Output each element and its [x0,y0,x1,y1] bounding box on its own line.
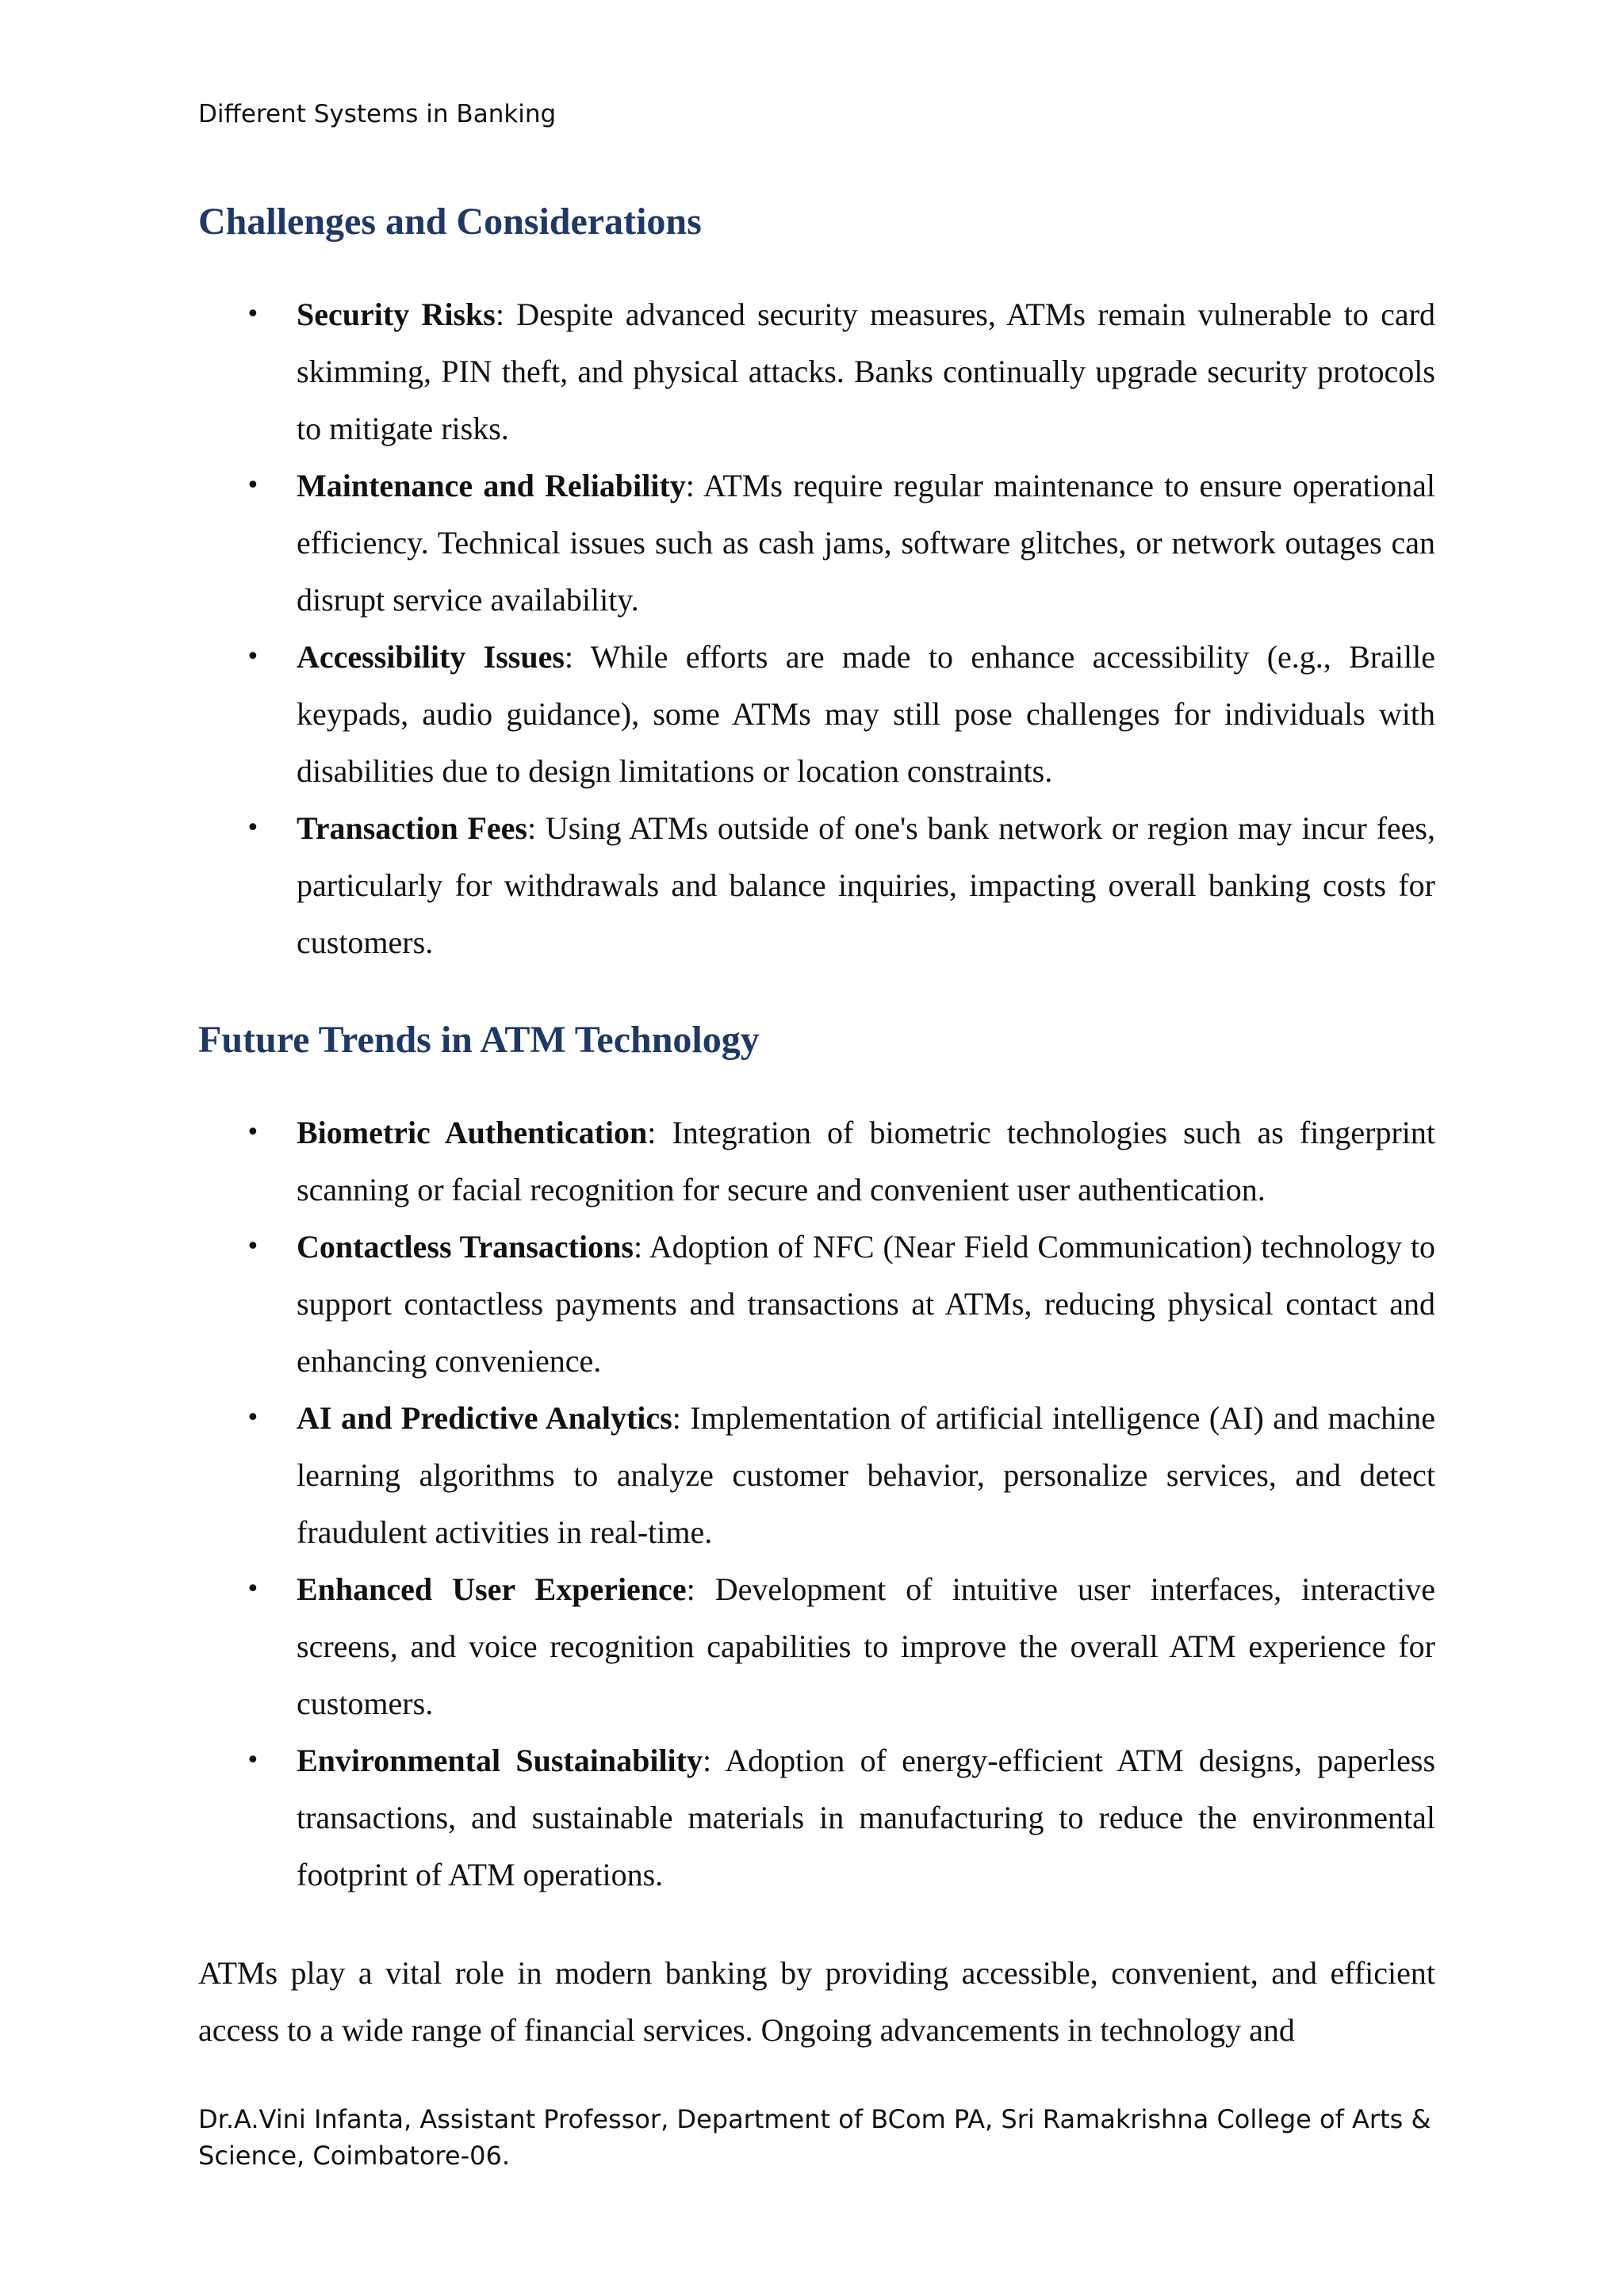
section-heading-challenges: Challenges and Considerations [198,201,702,243]
bullet-icon: • [246,1233,260,1261]
challenges-list [198,286,1435,971]
page-content [198,194,1435,2091]
item-term: Biometric Authentication [297,1115,648,1150]
bullet-icon: • [246,472,260,499]
item-text: : Adoption of energy-efficient ATM designs, paperless transactions, and sustainable materials in manufacturing to reduce the environmental footprint of ATM operations. [297,1743,1436,1892]
item-text: : Integration of biometric technologies such as fingerprint scanning or facial recognition for secure and convenient user authentication. [297,1115,1435,1207]
list-item [198,629,1435,800]
item-text: : While efforts are made to enhance accessibility (e.g., Braille keypads, audio guidance), some ATMs may still pose challenges for individuals with disabilities due to design limitations or location constraints. [297,639,1435,789]
footer-line-1: Dr.A.Vini Infanta, Assistant Professor, Department of BCom PA, Sri Ramakrishna College of Arts & [198,2104,1431,2134]
item-term: Contactless Transactions [297,1229,634,1265]
item-text: : Development of intuitive user interfaces, interactive screens, and voice recognition capabilities to improve the overall ATM experience for customers. [297,1571,1436,1721]
item-text: : Implementation of artificial intelligence (AI) and machine learning algorithms to analyze customer behavior, personalize services, and detect fraudulent activities in real-time. [297,1400,1435,1550]
item-term: Accessibility Issues [297,639,565,675]
item-term: Security Risks [297,297,496,332]
bullet-icon: • [246,1404,260,1432]
item-text: : Adoption of NFC (Near Field Communication) technology to support contactless payments and transactions at ATMs, reducing physical contact and enhancing convenience. [297,1229,1435,1379]
page-footer [198,2101,1435,2174]
item-text: : ATMs require regular maintenance to ensure operational efficiency. Technical issues such as cash jams, software glitches, or network outages can disrupt service availability. [297,468,1435,618]
list-item [198,457,1435,629]
list-item [198,1561,1435,1732]
closing-paragraph: ATMs play a vital role in modern banking by providing accessible, convenient, and efficient access to a wide range of financial services. Ongoing advancements in technology and [198,1955,1435,2048]
item-text: : Despite advanced security measures, ATMs remain vulnerable to card skimming, PIN theft, and physical attacks. Banks continually upgrade security protocols to mitigate risks. [297,297,1435,446]
item-term: AI and Predictive Analytics [297,1400,672,1436]
future-trends-list [198,1104,1435,1904]
item-term: Maintenance and Reliability [297,468,686,503]
list-item [198,800,1435,971]
list-item [198,1390,1435,1561]
bullet-icon: • [246,643,260,671]
footer-line-2: Science, Coimbatore-06. [198,2141,510,2171]
bullet-icon: • [246,1575,260,1603]
bullet-icon: • [246,300,260,328]
item-term: Environmental Sustainability [297,1743,703,1778]
list-item [198,1104,1435,1219]
item-term: Enhanced User Experience [297,1571,687,1607]
bullet-icon: • [246,814,260,842]
list-item [198,1219,1435,1390]
list-item [198,1732,1435,1904]
section-heading-future-trends: Future Trends in ATM Technology [198,1019,760,1061]
item-term: Transaction Fees [297,810,527,846]
bullet-icon: • [246,1747,260,1774]
bullet-icon: • [246,1119,260,1146]
page-header: Different Systems in Banking [198,100,557,128]
item-text: : Using ATMs outside of one's bank network or region may incur fees, particularly for withdrawals and balance inquiries, impacting overall banking costs for customers. [297,810,1436,960]
list-item [198,286,1435,457]
